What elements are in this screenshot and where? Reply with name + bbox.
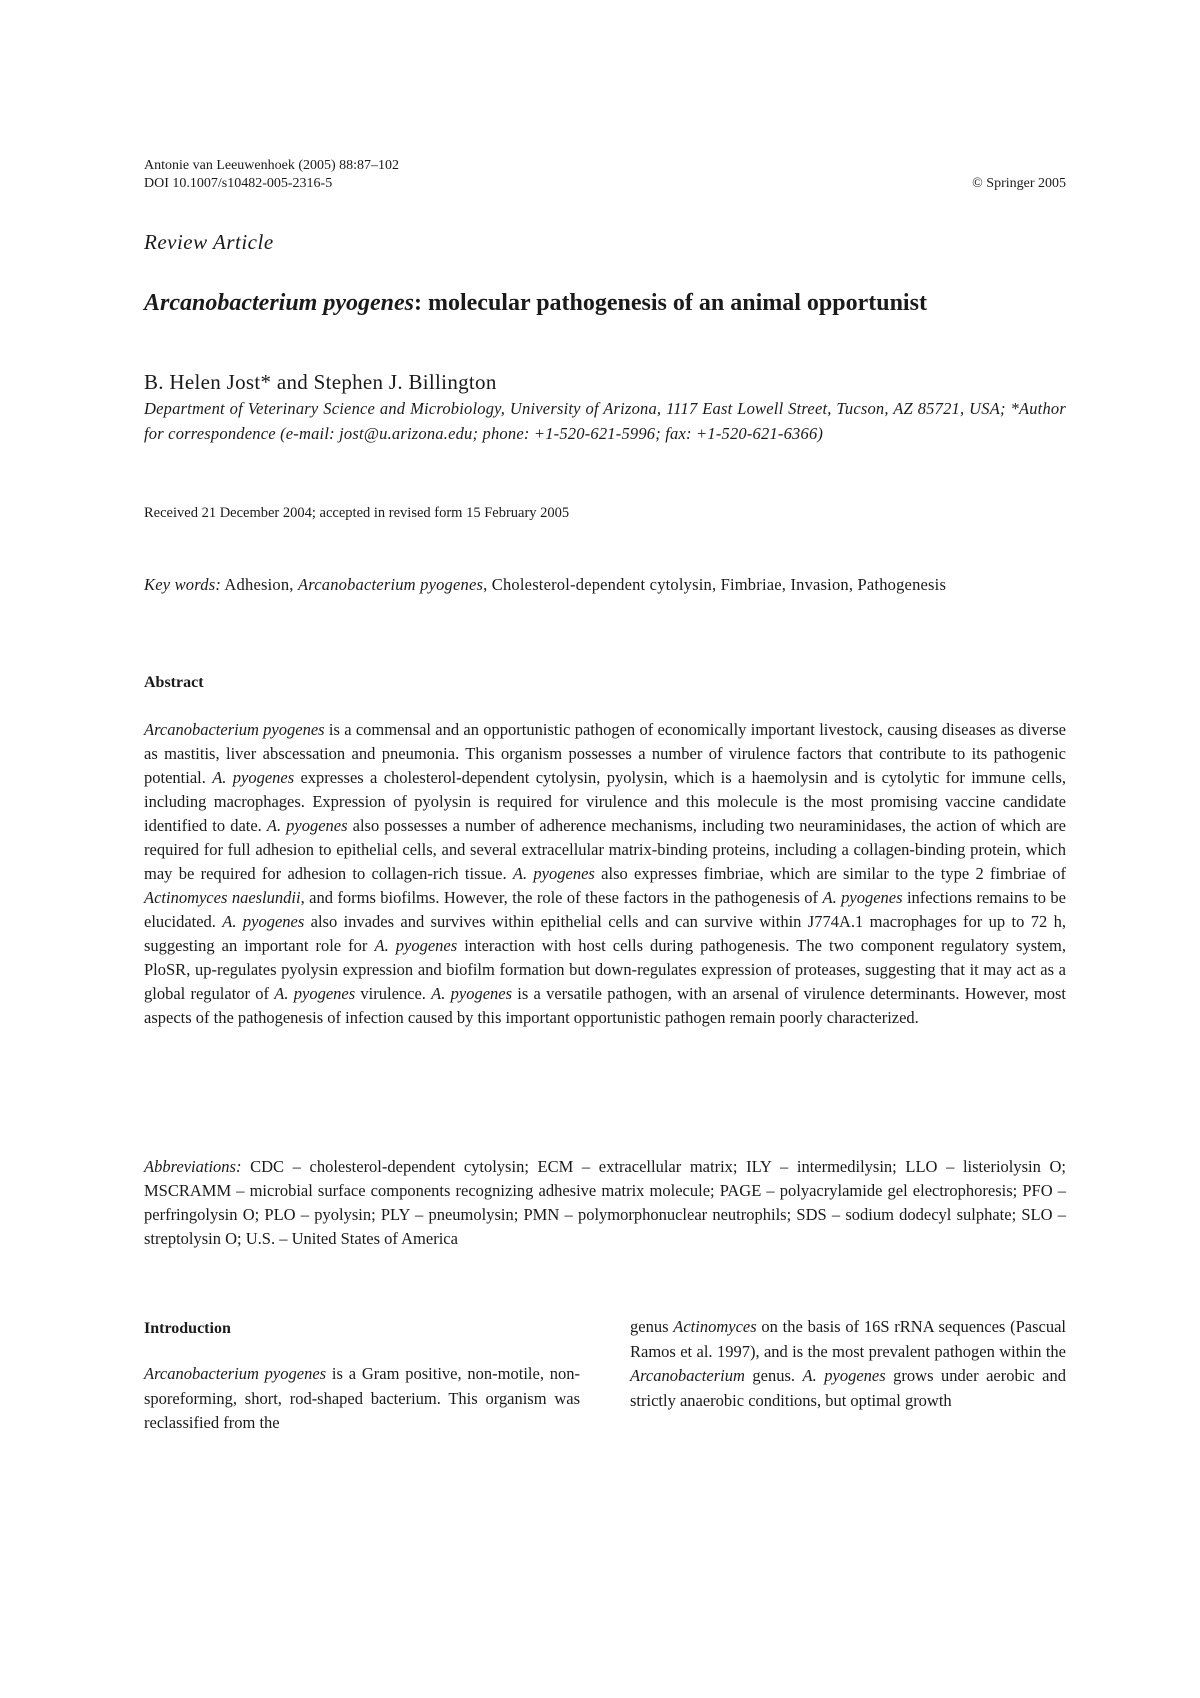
intro-right-c: genus. [744, 1366, 803, 1385]
authors: B. Helen Jost* and Stephen J. Billington [144, 370, 497, 394]
abstract-text-5: infections remains to be elucidated. [144, 888, 1066, 931]
received-dates: Received 21 December 2004; accepted in revised form 15 February 2005 [144, 505, 570, 521]
intro-right-genus: Actinomyces [673, 1317, 757, 1336]
keywords-text-b: , Cholesterol-dependent cytolysin, Fimbriae, Invasion, Pathogenesis [483, 575, 947, 594]
abstract-text-4: , and forms biofilms. However, the role of these factors in the pathogenesis of [300, 888, 823, 907]
abstract-species-8: A. pyogenes [274, 984, 356, 1003]
keywords [144, 572, 1066, 597]
introduction-left-column [144, 1362, 580, 1436]
abstract-text-8: virulence. [355, 984, 432, 1003]
abstract-species-1: A. pyogenes [212, 768, 295, 787]
intro-right-species: A. pyogenes [802, 1366, 886, 1385]
abstract-heading: Abstract [144, 674, 204, 691]
abstract-text-9: is a versatile pathogen, with an arsenal of virulence determinants. However, most aspects of the pathogenesis of infection caused by this important opportunistic pathogen remain poorly characterized. [144, 984, 1066, 1027]
affiliation: Department of Veterinary Science and Microbiology, University of Arizona, 1117 East Lowell Street, Tucson, AZ 85721, USA; *Author for correspondence (e-mail: jost@u.arizona.edu; phone: +1-520-621-5996; fax: +1-520-621-6366) [144, 399, 1066, 443]
journal-citation: Antonie van Leeuwenhoek (2005) 88:87–102 [144, 158, 400, 173]
intro-left-text: is a Gram positive, non-motile, non-sporeforming, short, rod-shaped bacterium. This organism was reclassified from the [144, 1364, 580, 1432]
intro-right-b: on the basis of 16S rRNA sequences (Pascual Ramos et al. 1997), and is the most prevalent pathogen within the [630, 1317, 1066, 1361]
doi: DOI 10.1007/s10482-005-2316-5 [144, 176, 333, 191]
introduction-right-column [630, 1315, 1066, 1413]
abstract-species: Arcanobacterium pyogenes [144, 720, 325, 739]
intro-right-d: grows under aerobic and strictly anaerobic conditions, but optimal growth [630, 1366, 1066, 1410]
keywords-text-a: Adhesion, [221, 575, 298, 594]
title-species: Arcanobacterium pyogenes [144, 290, 414, 316]
introduction-heading: Introduction [144, 1320, 231, 1337]
abstract-species-4: Actinomyces naeslundii [144, 888, 301, 907]
abstract-species-6: A. pyogenes [222, 912, 305, 931]
abstract-species-5: A. pyogenes [822, 888, 903, 907]
abstract-species-7: A. pyogenes [374, 936, 458, 955]
abstract-species-9: A. pyogenes [431, 984, 513, 1003]
abstract-text-0: is a commensal and an opportunistic pathogen of economically important livestock, causing diseases as diverse as mastitis, liver abscessation and pneumonia. This organism possesses a number of virulence factors that contribute to its pathogenic potential. [144, 720, 1066, 787]
abstract-species-3: A. pyogenes [512, 864, 595, 883]
intro-species: Arcanobacterium pyogenes [144, 1364, 327, 1383]
keywords-label: Key words: [144, 575, 222, 594]
abstract-text-3: also expresses fimbriae, which are similar to the type 2 fimbriae of [594, 864, 1066, 883]
abstract-text-6: also invades and survives within epithelial cells and can survive within J774A.1 macrophages for up to 72 h, suggesting an important role for [144, 912, 1066, 955]
copyright: © Springer 2005 [972, 176, 1066, 191]
title-rest: : molecular pathogenesis of an animal opportunist [414, 290, 927, 316]
article-type: Review Article [144, 230, 274, 254]
abbreviations-text: CDC – cholesterol-dependent cytolysin; ECM – extracellular matrix; ILY – intermedilysin; LLO – listeriolysin O; MSCRAMM – microbial surface components recognizing adhesive matrix molecule; PAGE – polyacrylamide gel electrophoresis; PFO – perfringolysin O; PLO – pyolysin; PLY – pneumolysin; PMN – polymorphonuclear neutrophils; SDS – sodium dodecyl sulphate; SLO – streptolysin O; U.S. – United States of America [144, 1157, 1066, 1248]
intro-right-genus2: Arcanobacterium [630, 1366, 745, 1385]
abstract-text-1: expresses a cholesterol-dependent cytolysin, pyolysin, which is a haemolysin and is cytolytic for immune cells, including macrophages. Expression of pyolysin is required for virulence and this molecule is the most promising vaccine candidate identified to date. [144, 768, 1066, 835]
abstract-text-7: interaction with host cells during pathogenesis. The two component regulatory system, PloSR, up-regulates pyolysin expression and biofilm formation but down-regulates expression of proteases, suggesting that it may act as a global regulator of [144, 936, 1066, 1003]
intro-right-a: genus [630, 1317, 674, 1336]
article-title [144, 290, 927, 317]
abstract-species-2: A. pyogenes [266, 816, 348, 835]
abstract-body [144, 718, 1066, 1030]
abbreviations [144, 1155, 1066, 1251]
keywords-species: Arcanobacterium pyogenes [297, 575, 484, 594]
abstract-text-2: also possesses a number of adherence mechanisms, including two neuraminidases, the action of which are required for full adhesion to epithelial cells, and several extracellular matrix-binding proteins, including a collagen-binding protein, which may be required for adhesion to collagen-rich tissue. [144, 816, 1066, 883]
abbreviations-label: Abbreviations: [144, 1157, 242, 1176]
